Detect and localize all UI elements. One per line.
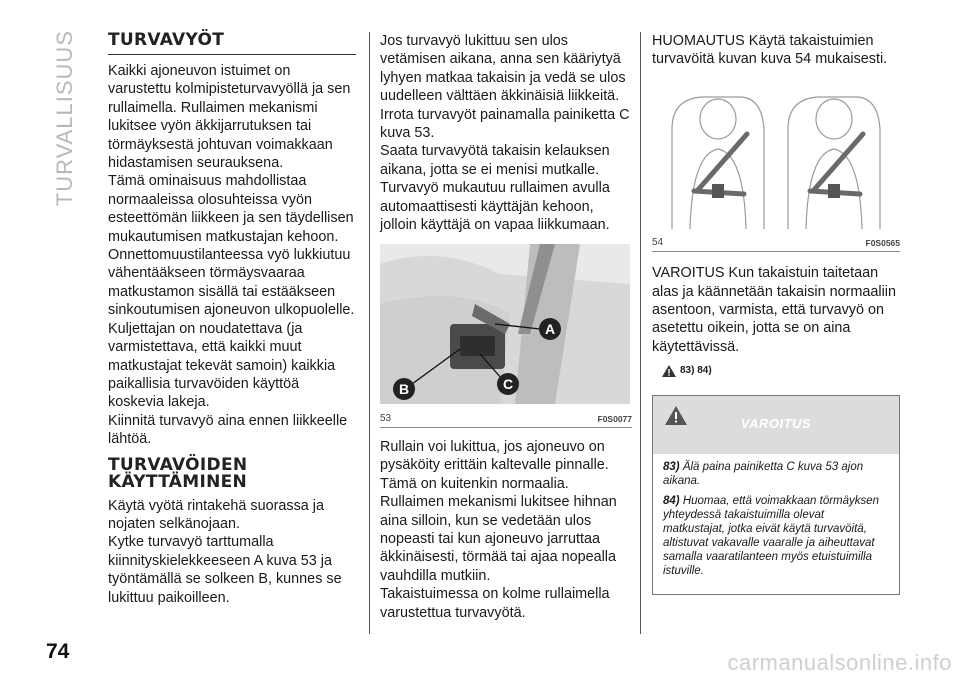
watermark: carmanualsonline.info [727,650,952,675]
warning-icon [662,365,676,377]
column-divider [640,32,641,634]
page-number: 74 [46,640,70,663]
warning-reference [662,362,900,380]
figure-label-a: A [544,321,556,338]
paragraph: Kuljettajan on noudatettava (ja varmistettava, että kaikki muut matkustajat tekevät samoin) kaikkia paikallisia turvavöiden käyttöä koskevia lakeja. [108,320,336,411]
warning-item-number: 84) [663,494,680,507]
figure-caption [380,413,632,428]
warning-title: VAROITUS [740,416,812,432]
warning-item-number: 83) [663,460,680,473]
warning-header [653,396,899,454]
warning-item-text: Huomaa, että voimakkaan törmäyksen yhteydessä takaistuimilla olevat matkustajat, jotka eivät käytä turvavöitä, altistuvat vakavalle vaaralle ja aiheuttavat samalla vaaratilanteen myös etuistuimilla istuville. [663,494,880,577]
paragraph: Kytke turvavyö tarttumalla kiinnityskielekkeeseen A kuva 53 ja työntämällä se solkeen B, kunnes se lukittuu paikoilleen. [108,534,342,606]
paragraph: Irrota turvavyöt painamalla painiketta C kuva 53. [380,106,630,142]
paragraph: VAROITUS Kun takaistuin taitetaan alas ja käännetään takaisin normaaliin asentoon, varmista, että turvavyö on asetettu oikein, jotta se on aina käytettävissä. [652,265,896,355]
figure-number: 54 [652,237,664,249]
paragraph: Saata turvavyötä takaisin kelauksen aikana, jotta se ei menisi mutkalle. [380,143,610,178]
paragraph: Jos turvavyö lukittuu sen ulos vetämisen aikana, anna sen kääriytyä lyhyen matkaa takaisin ja vedä se ulos uudelleen välttäen äkkinäisiä liikkeitä. [380,33,626,105]
subsection-heading-line: TURVAVÖIDEN [108,454,248,475]
paragraph: HUOMAUTUS Käytä takaistuimien turvavöitä kuvan kuva 54 mukaisesti. [652,33,888,68]
seatbelt-buckle-illustration [380,244,630,404]
figure-number: 53 [380,412,392,424]
warning-box [652,395,900,595]
figure-label-c: C [502,376,514,393]
warning-triangle-icon [665,406,687,425]
figure-code: F0S0565 [865,238,900,249]
paragraph: Käytä vyötä rintakehä suorassa ja nojaten selkänojaan. [108,497,324,532]
figure-label-b: B [398,381,410,398]
figure-caption [652,237,900,252]
column-1 [108,32,356,607]
section-side-label: TURVALLISUUS [52,30,77,207]
warning-item-text: Älä paina painiketta C kuva 53 ajon aikana. [663,460,864,487]
subsection-heading-line: KÄYTTÄMINEN [108,471,248,492]
warning-reference-numbers: 83) 84) [680,365,712,377]
paragraph: Takaistuimessa on kolme rullaimella varustettua turvavyötä. [380,586,610,621]
rear-seatbelt-illustration [652,79,900,229]
paragraph: Turvavyö mukautuu rullaimen avulla automaattisesti käyttäjän kehoon, jolloin käyttäjä on vapaa liikkumaan. [380,180,610,234]
column-2 [380,32,632,622]
section-heading: TURVAVYÖT [108,30,225,50]
heading-rule [108,54,356,55]
subsection-heading [108,454,356,492]
warning-item [663,494,889,578]
column-divider [369,32,370,634]
figure-53 [380,244,632,427]
figure-code: F0S0077 [597,413,632,424]
paragraph: Rullain voi lukittua, jos ajoneuvo on pysäköity erittäin kaltevalle pinnalle. Tämä on kuitenkin normaalia. Rullaimen mekanismi lukitsee hihnan aina silloin, kun se vedetään ulos nopeasti tai kun ajoneuvo jarruttaa äkkinäisesti, törmää tai ajaa nopealla vauhdilla mutkiin. [380,438,617,584]
warning-item [663,460,889,488]
column-3 [652,32,900,595]
paragraph: Tämä ominaisuus mahdollistaa normaaleissa olosuhteissa vyön esteettömän liikkeen ja sen täydellisen mukautumisen matkustajan kehoon. Onnettomuustilanteessa vyö lukkiutuu vähentääkseen törmäysvaaraa matkustamon sisällä tai estääkseen sinkoutumisen ajoneuvon ulkopuolelle. [108,173,355,319]
paragraph: Kiinnitä turvavyö aina ennen liikkeelle lähtöä. [108,412,348,448]
paragraph: Kaikki ajoneuvon istuimet on varustettu kolmipisteturvavyöllä ja sen rullaimella. Rullaimen mekanismi lukitsee vyön äkkijarrutuksen tai törmäyksestä johtuvan voimakkaan hidastamisen seurauksena. [108,63,351,172]
warning-body [653,454,899,594]
figure-54 [652,79,900,252]
